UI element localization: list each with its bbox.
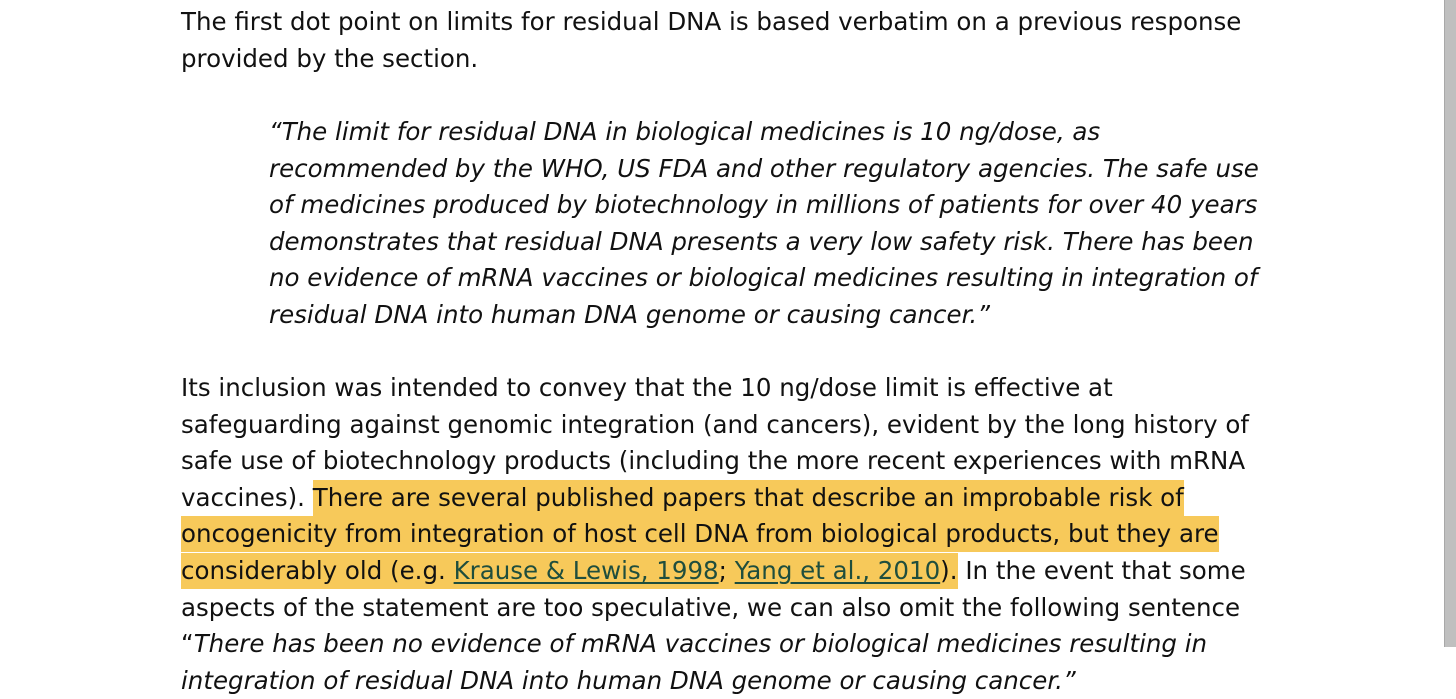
citation-close: ).: [940, 555, 958, 585]
block-quote: “The limit for residual DNA in biological medicines is 10 ng/dose, as recommended by the WHO, US FDA and other regulatory agencies. The safe use of medicines produced by biotechnology in millions of patients for over 40 years demonstrates that residual DNA presents a very low safety risk. There has been no evidence of mRNA vaccines or biological medicines resulting in integration of residual DNA into human DNA genome or causing cancer.”: [269, 117, 1259, 329]
citation-link-yang[interactable]: Yang et al., 2010: [734, 555, 941, 585]
highlight-sentence: There are several published papers that describe an improbable risk of oncogenicity from integration of host cell DNA from biological products, but they are considerably old (e.g.: [181, 482, 1219, 585]
body-text-after-highlight: In the event that some aspects of the statement are too speculative, we can also omit the following sentence “: [181, 555, 1246, 659]
intro-paragraph: The first dot point on limits for residual DNA is based verbatim on a previous response provided by the section.: [181, 7, 1242, 73]
citation-separator: ;: [718, 555, 735, 585]
citation-link-krause-lewis[interactable]: Krause & Lewis, 1998: [453, 555, 719, 585]
closing-quote-mark: ”: [1062, 665, 1076, 695]
vertical-scrollbar[interactable]: [1444, 0, 1456, 647]
body-paragraph: [181, 370, 1256, 699]
italic-quoted-sentence: There has been no evidence of mRNA vaccines or biological medicines resulting in integration of residual DNA into human DNA genome or causing cancer.: [181, 629, 1208, 695]
body-text-before-highlight: Its inclusion was intended to convey that the 10 ng/dose limit is effective at safeguarding against genomic integration (and cancers), evident by the long history of safe use of biotechnology products (including the more recent experiences with mRNA vaccines).: [181, 373, 1250, 512]
